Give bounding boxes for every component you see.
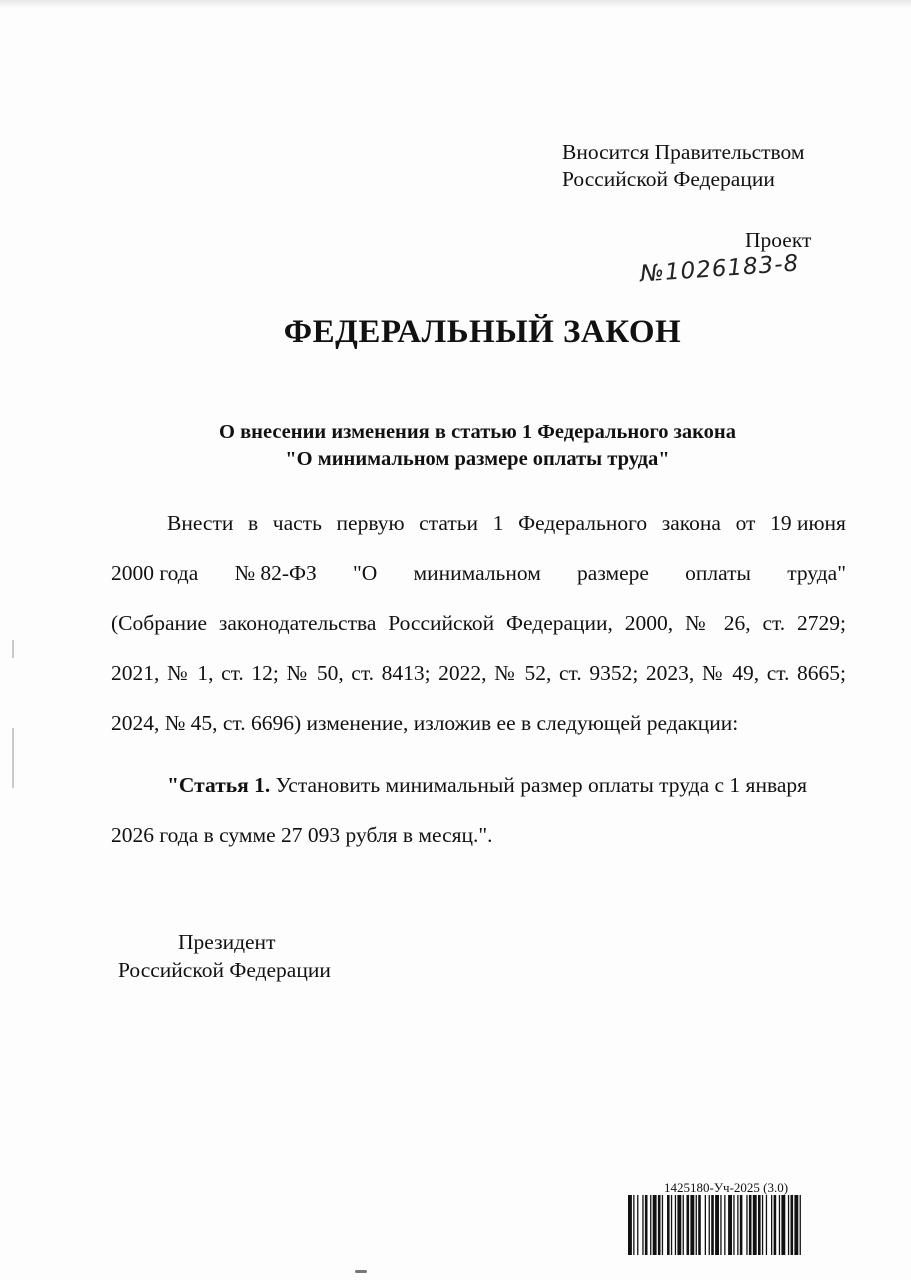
word: 1 bbox=[492, 511, 504, 535]
word: № 82-ФЗ bbox=[234, 561, 317, 585]
word: часть bbox=[272, 511, 322, 535]
scan-mark bbox=[355, 1270, 367, 1273]
word: оплаты bbox=[685, 561, 751, 585]
word: Внести bbox=[167, 511, 234, 535]
paragraph-line bbox=[111, 765, 846, 815]
article-text: Установить минимальный размер оплаты труда с 1 января bbox=[270, 773, 807, 797]
paragraph-line bbox=[111, 553, 846, 603]
paragraph-line: (Собрание законодательства Российской Федерации, 2000, № 26, ст. 2729; bbox=[111, 611, 846, 635]
paragraph-line: 2026 года в сумме 27 093 рубля в месяц.". bbox=[111, 823, 493, 847]
subtitle-line: "О минимальном размере оплаты труда" bbox=[285, 448, 670, 470]
signatory-title: Президент bbox=[178, 930, 276, 954]
word: 19 июня bbox=[770, 511, 846, 535]
word: 2000 года bbox=[111, 561, 199, 585]
word: статьи bbox=[419, 511, 479, 535]
word: "О bbox=[353, 561, 378, 585]
word: от bbox=[735, 511, 756, 535]
body-paragraph-2 bbox=[111, 765, 846, 865]
barcode-image bbox=[628, 1195, 890, 1255]
word: закона bbox=[661, 511, 721, 535]
document-title: ФЕДЕРАЛЬНЫЙ ЗАКОН bbox=[283, 314, 682, 350]
word: труда" bbox=[787, 561, 846, 585]
submitter-line: Российской Федерации bbox=[562, 167, 775, 191]
word: первую bbox=[336, 511, 405, 535]
document-code: 1425180-Уч-2025 (3.0) bbox=[664, 1180, 789, 1195]
document-subtitle bbox=[0, 419, 911, 473]
project-label: Проект bbox=[745, 228, 812, 252]
submitter-block bbox=[562, 139, 804, 193]
paragraph-line: 2021, № 1, ст. 12; № 50, ст. 8413; 2022, № 52, ст. 9352; 2023, № 49, ст. 8665; bbox=[111, 661, 846, 685]
handwritten-registration-number: №1026183-8 bbox=[639, 250, 801, 288]
article-label: "Статья 1. bbox=[167, 773, 271, 797]
scan-edge bbox=[0, 0, 911, 8]
scan-mark bbox=[12, 728, 14, 788]
word: размере bbox=[577, 561, 649, 585]
signature-block bbox=[118, 928, 331, 984]
signatory-organization: Российской Федерации bbox=[118, 958, 331, 982]
subtitle-line: О внесении изменения в статью 1 Федерального закона bbox=[219, 421, 736, 443]
scan-mark bbox=[12, 640, 14, 658]
word: Федерального bbox=[518, 511, 648, 535]
body-paragraph-1 bbox=[111, 503, 846, 753]
paragraph-line bbox=[111, 503, 846, 553]
submitter-line: Вносится Правительством bbox=[562, 140, 805, 164]
word: в bbox=[248, 511, 259, 535]
word: минимальном bbox=[413, 561, 541, 585]
paragraph-line: 2024, № 45, ст. 6696) изменение, изложив ее в следующей редакции: bbox=[111, 711, 739, 735]
